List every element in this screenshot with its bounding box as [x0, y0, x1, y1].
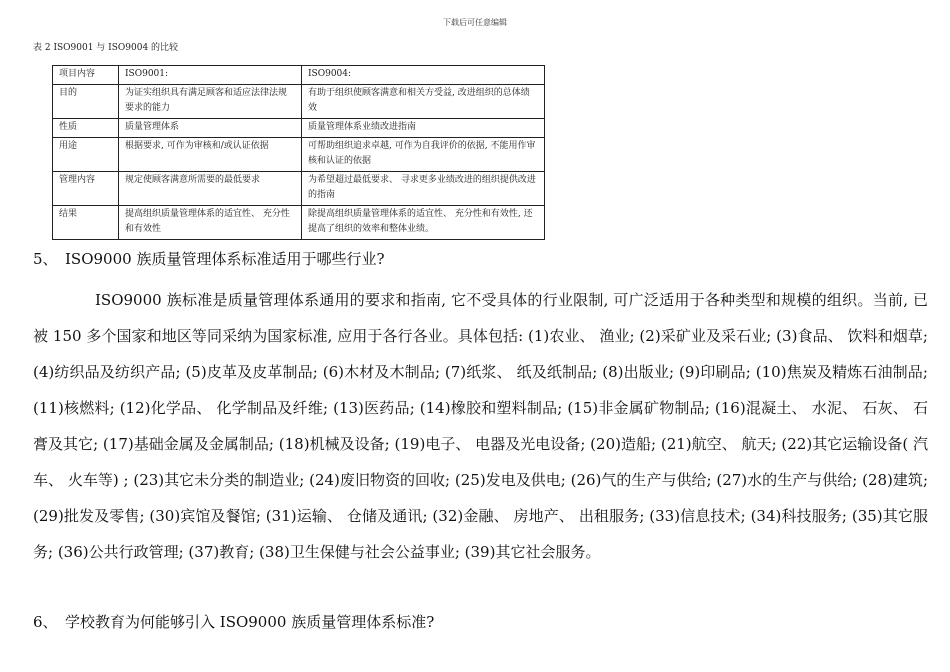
header-cell: ISO9001:: [119, 66, 302, 85]
comparison-table: [52, 65, 545, 240]
table-caption: 表 2 ISO9001 与 ISO9004 的比较: [33, 43, 179, 53]
header-cell: ISO9004:: [302, 66, 545, 85]
table-row: [53, 206, 545, 240]
question-number: 5、: [33, 250, 58, 268]
question-text: 学校教育为何能够引入 ISO9000 族质量管理体系标准?: [65, 613, 435, 631]
question-text: ISO9000 族质量管理体系标准适用于哪些行业?: [65, 250, 385, 268]
table-cell: 除提高组织质量管理体系的适宜性、 充分性和有效性, 还提高了组织的效率和整体业绩。: [302, 206, 545, 240]
question-5-heading: [33, 248, 384, 269]
question-number: 6、: [33, 613, 58, 631]
table-cell: 目的: [53, 85, 119, 119]
table-header-row: [53, 66, 545, 85]
table-row: [53, 119, 545, 138]
table-cell: 提高组织质量管理体系的适宜性、 充分性和有效性: [119, 206, 302, 240]
table-cell: 质量管理体系: [119, 119, 302, 138]
table-cell: 结果: [53, 206, 119, 240]
table-cell: 管理内容: [53, 172, 119, 206]
header-note: 下载后可任意编辑: [443, 18, 507, 27]
table-row: [53, 85, 545, 119]
table-row: [53, 138, 545, 172]
table-cell: 质量管理体系业绩改进指南: [302, 119, 545, 138]
body-paragraph: [33, 282, 928, 570]
table-cell: 为证实组织具有满足顾客和适应法律法规要求的能力: [119, 85, 302, 119]
table-cell: 为希望超过最低要求、 寻求更多业绩改进的组织提供改进的指南: [302, 172, 545, 206]
table-cell: 有助于组织使顾客满意和相关方受益, 改进组织的总体绩效: [302, 85, 545, 119]
table-row: [53, 172, 545, 206]
header-cell: 项目内容: [53, 66, 119, 85]
table-cell: 根据要求, 可作为审核和/或认证依据: [119, 138, 302, 172]
paragraph-text: ISO9000 族标准是质量管理体系通用的要求和指南, 它不受具体的行业限制, 可广泛适用于各种类型和规模的组织。当前, 已被 150 多个国家和地区等同采纳为国家标准, 应用于各行各业。具体包括: (1)农业、 渔业; (2)采矿业及采石业; (3)食品、 饮料和烟草; (4)纺织品及纺织产品; (5)皮革及皮革制品; (6)木材及木制品; (7)纸浆、 纸及纸制品; (8)出版业; (9)印刷品; (10)焦炭及精炼石油制品; (11)核燃料; (12)化学品、 化学制品及纤维; (13)医药品; (14)橡胶和塑料制品; (15)非金属矿物制品; (16)混凝土、 水泥、 石灰、 石膏及其它; (17)基础金属及金属制品; (18)机械及设备; (19)电子、 电器及光电设备; (20)造船; (21)航空、 航天; (22)其它运输设备( 汽车、 火车等) ; (23)其它未分类的制造业; (24)废旧物资的回收; (25)发电及供电; (26)气的生产与供给; (27)水的生产与供给; (28)建筑; (29)批发及零售; (30)宾馆及餐馆; (31)运输、 仓储及通讯; (32)金融、 房地产、 出租服务; (33)信息技术; (34)科技服务; (35)其它服务; (36)公共行政管理; (37)教育; (38)卫生保健与社会公益事业; (39)其它社会服务。: [33, 291, 928, 561]
table-cell: 性质: [53, 119, 119, 138]
table-cell: 用途: [53, 138, 119, 172]
table-cell: 规定使顾客满意所需要的最低要求: [119, 172, 302, 206]
question-6-heading: [33, 611, 434, 632]
table-cell: 可帮助组织追求卓越, 可作为自我评价的依据, 不能用作审核和认证的依据: [302, 138, 545, 172]
